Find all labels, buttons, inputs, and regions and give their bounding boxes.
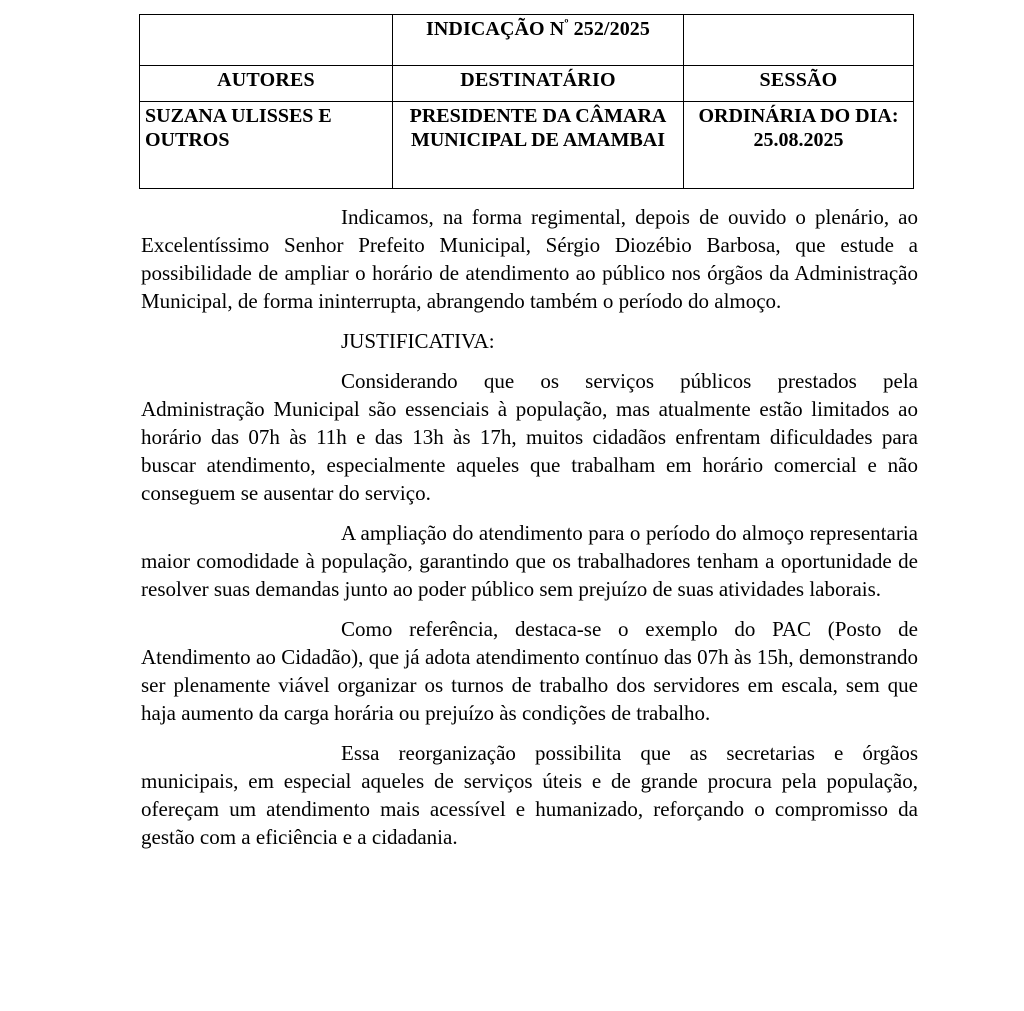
table-cell-autores-value: SUZANA ULISSES E OUTROS	[140, 102, 393, 189]
table-cell-sessao-value: ORDINÁRIA DO DIA: 25.08.2025	[684, 102, 914, 189]
indication-number-prefix: INDICAÇÃO N	[426, 18, 565, 40]
table-header-destinatario: DESTINATÁRIO	[393, 66, 684, 102]
paragraph-referencia-pac: Como referência, destaca-se o exemplo do PAC (Posto de Atendimento ao Cidadão), que já adota atendimento contínuo das 07h às 15h, demonstrando ser plenamente viável organizar os turnos de trabalho dos servidores em escala, sem que haja aumento da carga horária ou prejuízo às condições de trabalho.	[141, 617, 918, 725]
indication-header-table	[139, 14, 913, 189]
table-row-title	[140, 15, 914, 66]
table-cell-empty-left	[140, 15, 393, 66]
table-row-values	[140, 102, 914, 189]
indication-number-ordinal: º	[564, 16, 569, 31]
document-table	[139, 14, 914, 189]
section-heading-justificativa: JUSTIFICATIVA:	[341, 329, 495, 353]
table-cell-destinatario-value: PRESIDENTE DA CÂMARA MUNICIPAL DE AMAMBAI	[393, 102, 684, 189]
document-body	[141, 203, 918, 851]
indication-number-value: 252/2025	[568, 18, 650, 40]
table-row-headers	[140, 66, 914, 102]
table-cell-indication-number	[393, 15, 684, 66]
table-header-sessao: SESSÃO	[684, 66, 914, 102]
paragraph-reorganizacao: Essa reorganização possibilita que as secretarias e órgãos municipais, em especial aqueles de serviços úteis e de grande procura pela população, ofereçam um atendimento mais acessível e humanizado, reforçando o compromisso da gestão com a eficiência e a cidadania.	[141, 741, 918, 849]
table-header-autores: AUTORES	[140, 66, 393, 102]
paragraph-ampliacao: A ampliação do atendimento para o período do almoço representaria maior comodidade à população, garantindo que os trabalhadores tenham a oportunidade de resolver suas demandas junto ao poder público sem prejuízo de suas atividades laborais.	[141, 521, 918, 601]
paragraph-indication: Indicamos, na forma regimental, depois de ouvido o plenário, ao Excelentíssimo Senhor Prefeito Municipal, Sérgio Diozébio Barbosa, que estude a possibilidade de ampliar o horário de atendimento ao público nos órgãos da Administração Municipal, de forma ininterrupta, abrangendo também o período do almoço.	[141, 205, 918, 313]
table-cell-empty-right	[684, 15, 914, 66]
paragraph-considerando: Considerando que os serviços públicos prestados pela Administração Municipal são essenciais à população, mas atualmente estão limitados ao horário das 07h às 11h e das 13h às 17h, muitos cidadãos enfrentam dificuldades para buscar atendimento, especialmente aqueles que trabalham em horário comercial e não conseguem se ausentar do serviço.	[141, 369, 918, 505]
